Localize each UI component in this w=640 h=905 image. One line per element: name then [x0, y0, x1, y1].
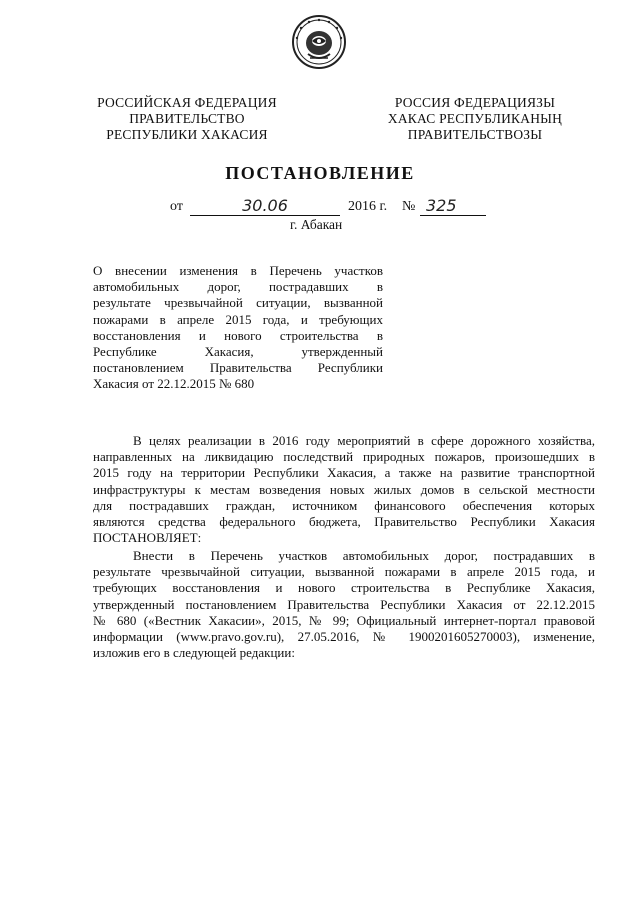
subject-line: автомобильных дорог, пострадавших в [93, 279, 383, 295]
subject-line: постановлением Правительства Республики [93, 360, 383, 376]
subject-line: Хакасия от 22.12.2015 № 680 [93, 376, 255, 392]
date-number-line [170, 197, 500, 217]
header-line: РЕСПУБЛИКИ ХАКАСИЯ [106, 127, 268, 142]
header-line: ПРАВИТЕЛЬСТВО [129, 111, 245, 126]
paragraph-line: требующих восстановления и нового строительства в Республике Хакасия, [93, 580, 595, 596]
date-prefix: от [170, 199, 183, 214]
header-khakas [370, 95, 580, 143]
paragraph-line: для пострадавших граждан, источником финансового обеспечения которых [93, 497, 595, 513]
document-subject [93, 263, 383, 393]
handwritten-date: 30.06 [190, 197, 340, 216]
subject-line: Республике Хакасия, утвержденный [93, 344, 383, 360]
paragraph-line: 2015 году на территории Республики Хакасия, а также на развитие транспортной [93, 465, 595, 481]
city: г. Абакан [290, 217, 343, 232]
subject-line: пожарами в апреле 2015 года, и требующих [93, 311, 383, 327]
subject-line: результате чрезвычайной ситуации, вызванной [93, 295, 383, 311]
header-line: ПРАВИТЕЛЬСТВОЗЫ [407, 127, 543, 142]
paragraph-preamble [93, 433, 595, 546]
coat-of-arms-icon [291, 14, 347, 70]
subject-line: О внесении изменения в Перечень участков [93, 263, 383, 278]
paragraph-line: направленных на ликвидацию последствий природных пожаров, произошедших в [93, 449, 595, 465]
document-title: ПОСТАНОВЛЕНИЕ [225, 163, 415, 183]
paragraph-line: В целях реализации в 2016 году мероприятий в сфере дорожного хозяйства, [133, 433, 595, 448]
year-text: 2016 г. [348, 199, 388, 214]
paragraph-line: Внести в Перечень участков автомобильных дорог, пострадавших в [133, 548, 595, 563]
paragraph-line: инфраструктуры к местам возведения новых жилых домов в сельской местности [93, 481, 595, 497]
paragraph-line: результате чрезвычайной ситуации, вызванной пожарами в апреле 2015 года, и [93, 564, 595, 580]
handwritten-number: 325 [420, 197, 486, 216]
header-russian [82, 95, 292, 143]
paragraph-line: ПОСТАНОВЛЯЕТ: [93, 530, 202, 546]
paragraph-line: являются средства федерального бюджета, Правительство Республики Хакасия [93, 514, 595, 530]
paragraph-line: информации (www.pravo.gov.ru), 27.05.2016, № 1900201605270003), изменение, [93, 629, 595, 645]
paragraph-resolution [93, 548, 595, 661]
paragraph-line: изложив его в следующей редакции: [93, 645, 295, 661]
paragraph-line: утвержденный постановлением Правительства Республики Хакасия от 22.12.2015 [93, 596, 595, 612]
header-line: РОССИЯ ФЕДЕРАЦИЯЗЫ [394, 95, 556, 110]
subject-line: восстановления и нового строительства в [93, 327, 383, 343]
header-line: РОССИЙСКАЯ ФЕДЕРАЦИЯ [97, 95, 277, 110]
paragraph-line: № 680 («Вестник Хакасии», 2015, № 99; Официальный интернет-портал правовой [93, 612, 595, 628]
number-label: № [402, 199, 416, 214]
header-line: ХАКАС РЕСПУБЛИКАНЫҢ [387, 111, 563, 126]
